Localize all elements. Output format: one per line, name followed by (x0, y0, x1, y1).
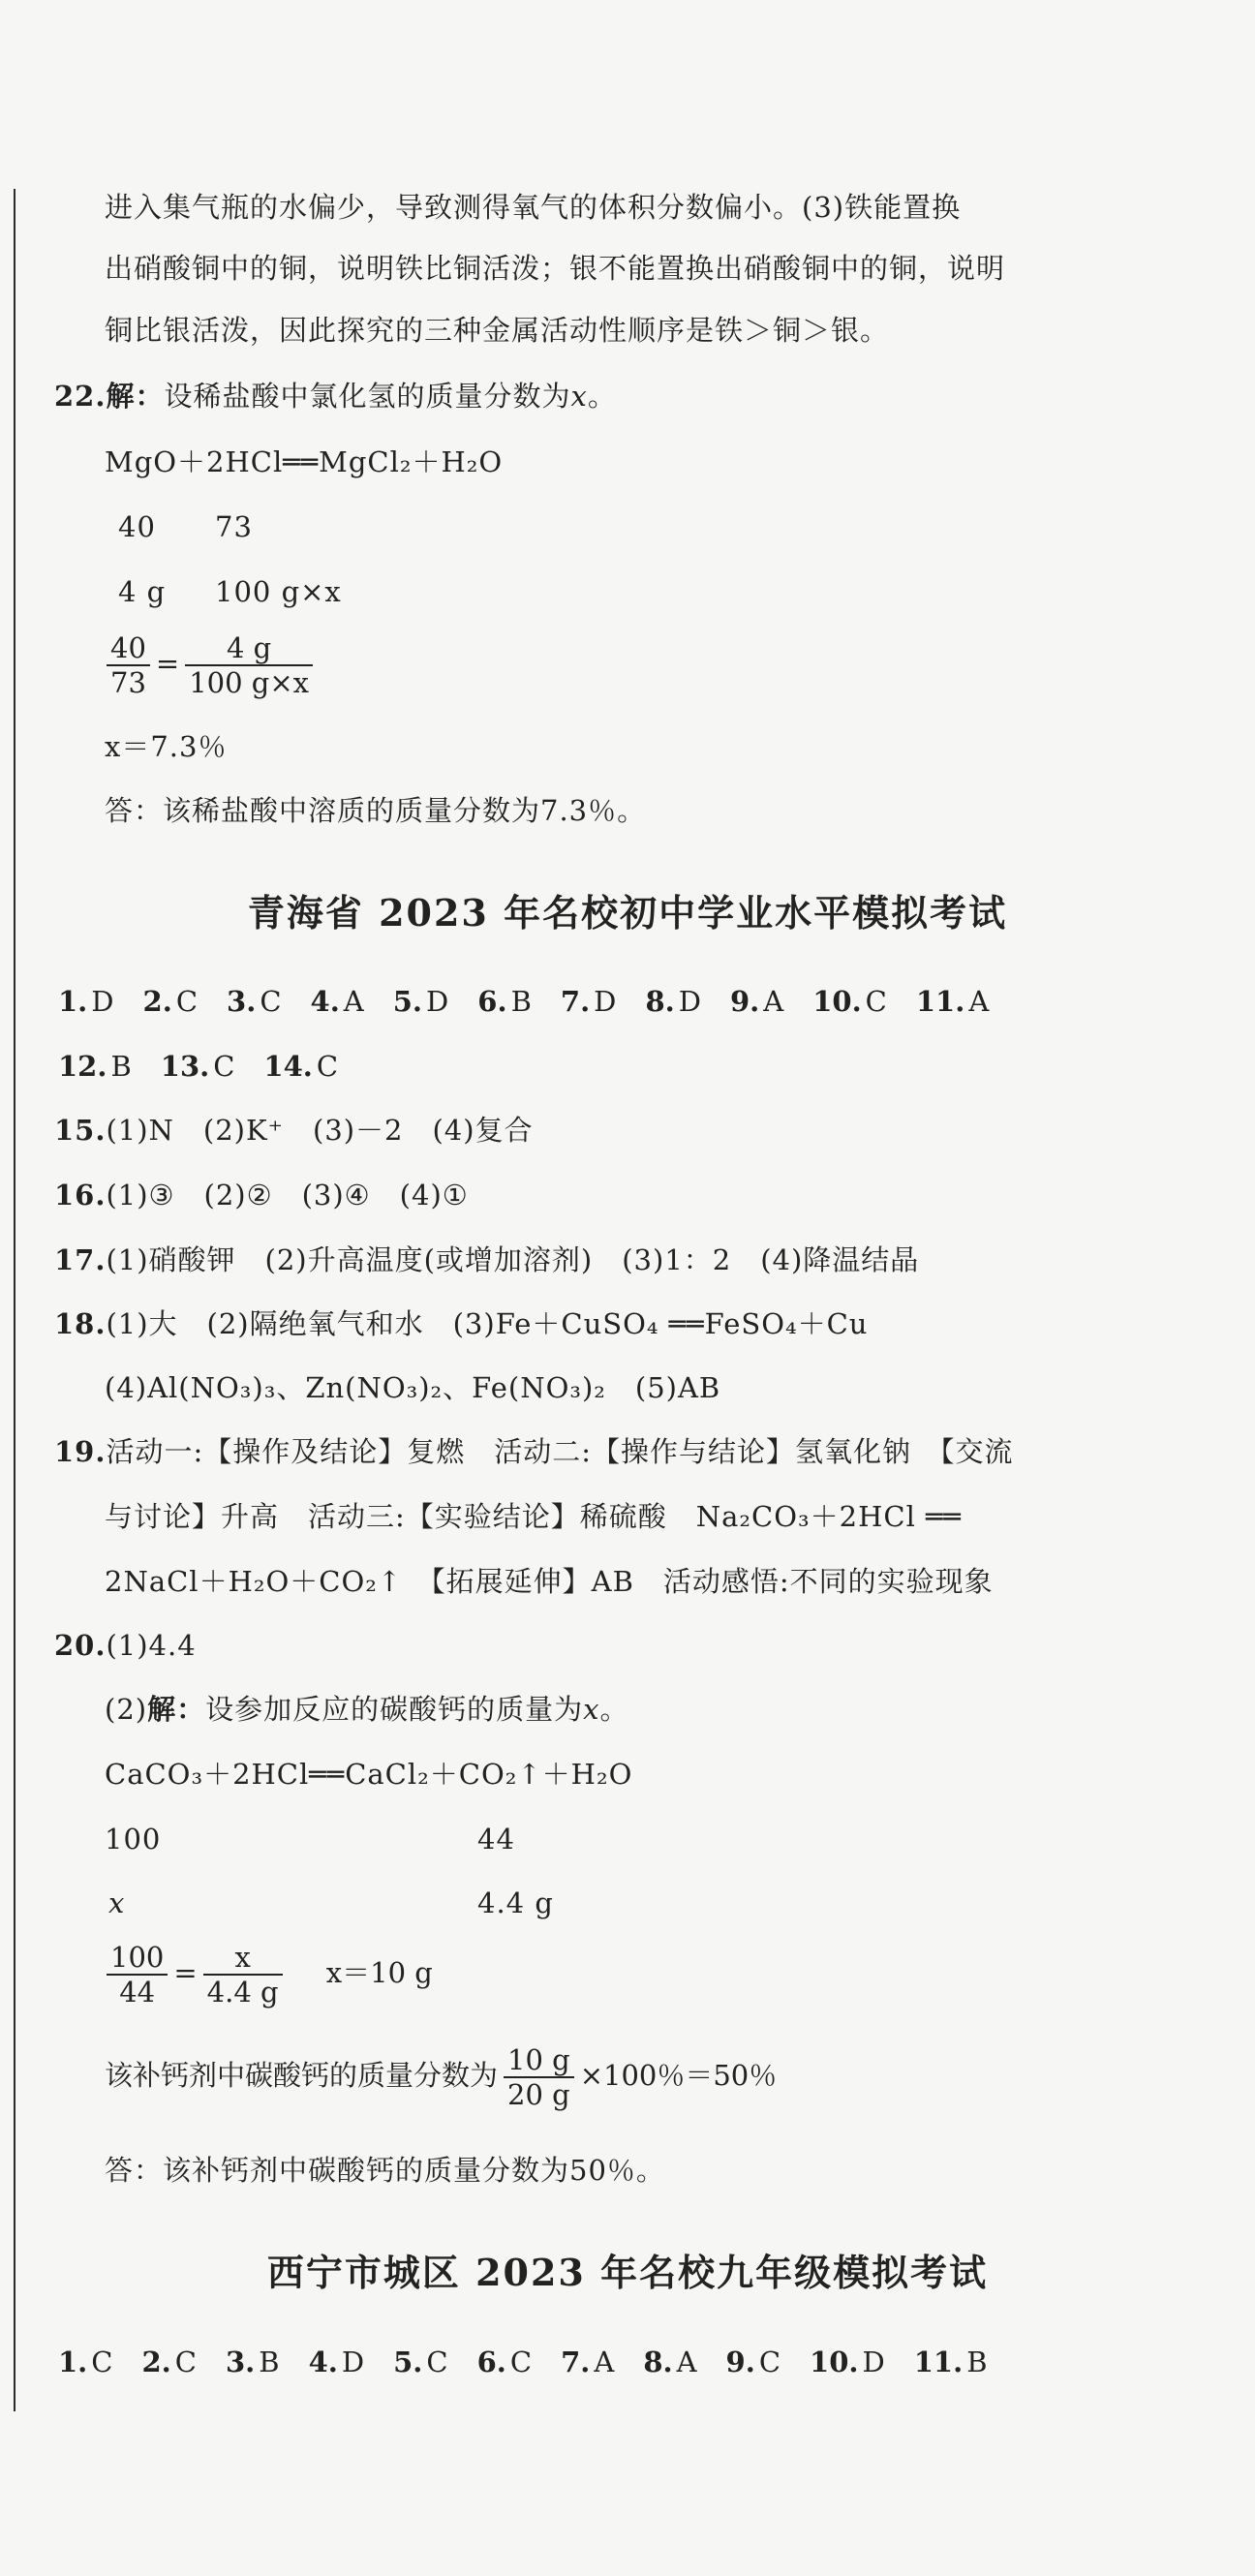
mc-answer (226, 2344, 280, 2380)
q22-label: 解： (106, 380, 165, 413)
mc-answer (726, 2344, 781, 2380)
mc-answer-number: 6. (476, 2346, 506, 2378)
mc-answer-letter: C (316, 1050, 339, 1083)
q22-intro (54, 378, 617, 414)
mc-answer-letter: D (594, 985, 617, 1018)
q22-result: x＝7.3％ (105, 730, 228, 763)
q20-frac2-num: x (203, 1941, 283, 1976)
q20-ratio-b: 44 (477, 1823, 515, 1855)
q22-intro-text: 设稀盐酸中氯化氢的质量分数为 (164, 380, 571, 413)
continuation-line-3: 铜比银活泼，因此探究的三种金属活动性顺序是铁＞铜＞银。 (105, 314, 890, 347)
q19-number: 19. (54, 1435, 107, 1468)
mc-answer-number: 5. (392, 985, 423, 1018)
q22-proportion (101, 631, 319, 699)
mc-answer-letter: A (343, 985, 364, 1018)
mc-answer (58, 1048, 132, 1085)
mc-answer-number: 1. (58, 985, 88, 1018)
mc-answer-number: 9. (725, 2346, 755, 2378)
q20-mass-b: 4.4 g (477, 1886, 554, 1919)
q18-text-1: (1)大 (2)隔绝氧气和水 (3)Fe＋CuSO₄ ══FeSO₄＋Cu (106, 1307, 869, 1340)
q20-equation: CaCO₃＋2HCl══CaCl₂＋CO₂↑＋H₂O (105, 1758, 633, 1791)
q15 (54, 1112, 534, 1149)
mc-answer-number: 4. (310, 985, 340, 1018)
q20-proportion (101, 1941, 433, 2009)
mc-answer-letter: A (763, 985, 784, 1018)
q20-calc-suffix: ×100％＝50％ (579, 2059, 778, 2092)
mc-answer-letter: B (110, 1050, 132, 1083)
q20-period: 。 (599, 1693, 629, 1726)
q20-mass-a-text: x (108, 1886, 126, 1919)
q22-fraction-2 (185, 631, 313, 699)
mc-answer-letter: B (259, 2346, 280, 2378)
mc-answer-number: 5. (393, 2346, 423, 2378)
mc-answer (393, 2344, 447, 2380)
q20-part2-prefix: (2) (105, 1693, 148, 1726)
continuation-line-2: 出硝酸铜中的铜，说明铁比铜活泼；银不能置换出硝酸铜中的铜，说明 (105, 252, 1006, 285)
q22-number: 22. (54, 380, 107, 413)
mc-answer-letter: C (174, 2346, 197, 2378)
mc-answer-letter: D (341, 2346, 365, 2378)
q20-frac1-num: 100 (107, 1941, 168, 1976)
q20-result: x＝10 g (325, 1956, 433, 1989)
mc-answer (227, 983, 281, 1020)
mc-answer-number: 14. (263, 1050, 313, 1083)
q22-frac1-den: 73 (110, 666, 146, 699)
mc-answer-letter: C (260, 985, 282, 1018)
mc-answer (812, 983, 887, 1020)
q20-number: 20. (54, 1629, 107, 1662)
mc-answer-number: 11. (915, 985, 965, 1018)
mc-answer (477, 2344, 532, 2380)
mc-answer (143, 983, 198, 1020)
mc-answer (643, 2344, 696, 2380)
q17 (54, 1242, 919, 1278)
mc-answer-letter: C (175, 985, 199, 1018)
q22-ratio-a: 40 (118, 510, 156, 543)
mc-answer-letter: C (509, 2346, 533, 2378)
q16-text: (1)③ (2)② (3)④ (4)① (106, 1179, 469, 1211)
mc-answers-row-2 (58, 1048, 367, 1085)
mc-answer-letter: D (862, 2346, 885, 2378)
q17-number: 17. (54, 1243, 107, 1276)
q18-line-2: (4)Al(NO₃)₃、Zn(NO₃)₂、Fe(NO₃)₂ (5)AB (105, 1371, 721, 1404)
q20-mass-a (108, 1885, 125, 1921)
mc-answer-letter: A (968, 985, 990, 1018)
q22-fraction-1 (107, 631, 150, 699)
mc-answer-letter: C (91, 2346, 113, 2378)
q22-ratio-b: 73 (215, 510, 253, 543)
q18-line-1 (54, 1305, 869, 1342)
mc-answer-number: 3. (225, 2346, 256, 2378)
q22-var: x (570, 380, 588, 413)
margin-rule (14, 189, 15, 2411)
continuation-line-1: 进入集气瓶的水偏少，导致测得氧气的体积分数偏小。(3)铁能置换 (105, 191, 962, 224)
q16-number: 16. (54, 1179, 107, 1211)
section-title-xining: 西宁市城区 2023 年名校九年级模拟考试 (266, 2251, 989, 2294)
mc-answer-number: 13. (160, 1050, 210, 1083)
mc-answer (58, 983, 114, 1020)
q20-frac2-den: 4.4 g (206, 1976, 279, 2009)
q20-frac1-den: 44 (119, 1976, 156, 2009)
mc-answer-letter: D (678, 985, 701, 1018)
section-title-qinghai: 青海省 2023 年名校初中学业水平模拟考试 (247, 891, 1008, 935)
q20-calc-num: 10 g (504, 2043, 574, 2078)
q22-frac2-den: 100 g×x (189, 666, 310, 699)
mc-answer (645, 983, 701, 1020)
mc-answer-number: 8. (645, 985, 675, 1018)
mc-answer-number: 2. (142, 985, 172, 1018)
mc-answer-number: 9. (729, 985, 760, 1018)
q22-mass-a: 4 g (118, 575, 167, 608)
mc-answer-number: 10. (810, 2346, 859, 2378)
mc-answer (916, 983, 989, 1020)
q19-line-2: 与讨论】升高 活动三:【实验结论】稀硫酸 Na₂CO₃＋2HCl ══ (105, 1500, 962, 1533)
mc-answer-number: 7. (561, 2346, 591, 2378)
mc-answer (161, 1048, 235, 1085)
q20-calculation (105, 2043, 777, 2111)
mc-answer-letter: C (865, 985, 887, 1018)
q20-part-2-intro (105, 1691, 629, 1728)
q19-line-3: 2NaCl＋H₂O＋CO₂↑ 【拓展延伸】AB 活动感悟:不同的实验现象 (105, 1565, 994, 1598)
mc-answer (311, 983, 364, 1020)
mc-answers-row-xining (58, 2344, 1017, 2380)
mc-answer-number: 6. (477, 985, 507, 1018)
mc-answer-number: 4. (308, 2346, 338, 2378)
mc-answer (561, 983, 617, 1020)
q20-ratio-a: 100 (105, 1823, 162, 1855)
mc-answer (141, 2344, 196, 2380)
mc-answer-number: 2. (141, 2346, 171, 2378)
equals-sign: = (155, 647, 180, 680)
mc-answer (477, 983, 532, 1020)
mc-answer-number: 3. (227, 985, 257, 1018)
q22-frac1-num: 40 (107, 631, 150, 666)
q20-calc-prefix: 该补钙剂中碳酸钙的质量分数为 (105, 2059, 499, 2092)
q16 (54, 1177, 469, 1213)
mc-answer (561, 2344, 614, 2380)
q22-equation: MgO＋2HCl══MgCl₂＋H₂O (105, 445, 504, 478)
q20-calc-fraction (504, 2043, 574, 2111)
q15-text: (1)N (2)K⁺ (3)－2 (4)复合 (106, 1114, 534, 1147)
mc-answer-letter: C (758, 2346, 781, 2378)
mc-answer-number: 12. (58, 1050, 107, 1083)
q22-mass-b: 100 g×x (215, 575, 342, 608)
mc-answer (309, 2344, 365, 2380)
q15-number: 15. (54, 1114, 107, 1147)
q18-number: 18. (54, 1307, 107, 1340)
q20-answer: 答：该补钙剂中碳酸钙的质量分数为50％。 (105, 2154, 665, 2187)
mc-answer-number: 10. (812, 985, 862, 1018)
mc-answer-letter: C (213, 1050, 235, 1083)
mc-answer (810, 2344, 885, 2380)
mc-answer-letter: C (426, 2346, 448, 2378)
mc-answer-letter: D (91, 985, 114, 1018)
equals-sign: = (173, 1956, 198, 1989)
mc-answer-letter: B (510, 985, 532, 1018)
q20-calc-den: 20 g (507, 2078, 570, 2111)
q20-fraction-2 (203, 1941, 283, 2009)
mc-answer-number: 7. (560, 985, 591, 1018)
mc-answer (263, 1048, 338, 1085)
q20-var: x (583, 1693, 600, 1726)
q17-text: (1)硝酸钾 (2)升高温度(或增加溶剂) (3)1：2 (4)降温结晶 (106, 1243, 920, 1276)
mc-answer (730, 983, 783, 1020)
q20-part-1 (54, 1627, 197, 1664)
q20-intro-text: 设参加反应的碳酸钙的质量为 (205, 1693, 584, 1726)
mc-answer-letter: B (966, 2346, 988, 2378)
mc-answer (58, 2344, 112, 2380)
mc-answer-letter: A (676, 2346, 697, 2378)
q22-answer: 答：该稀盐酸中溶质的质量分数为7.3％。 (105, 794, 647, 827)
mc-answer-number: 11. (913, 2346, 964, 2378)
q20-label: 解： (147, 1693, 206, 1726)
q19-line-1 (54, 1433, 1014, 1470)
q19-text-1: 活动一:【操作及结论】复燃 活动二:【操作与结论】氢氧化钠 【交流 (106, 1435, 1014, 1468)
mc-answer (393, 983, 449, 1020)
mc-answer (914, 2344, 988, 2380)
mc-answers-row-1 (58, 983, 1018, 1020)
mc-answer-letter: A (594, 2346, 615, 2378)
q22-frac2-num: 4 g (185, 631, 313, 666)
mc-answer-number: 1. (58, 2346, 88, 2378)
q20-fraction-1 (107, 1941, 168, 2009)
q22-period: 。 (587, 380, 617, 413)
mc-answer-letter: D (426, 985, 449, 1018)
mc-answer-number: 8. (643, 2346, 673, 2378)
q20-part1-text: (1)4.4 (106, 1629, 197, 1662)
